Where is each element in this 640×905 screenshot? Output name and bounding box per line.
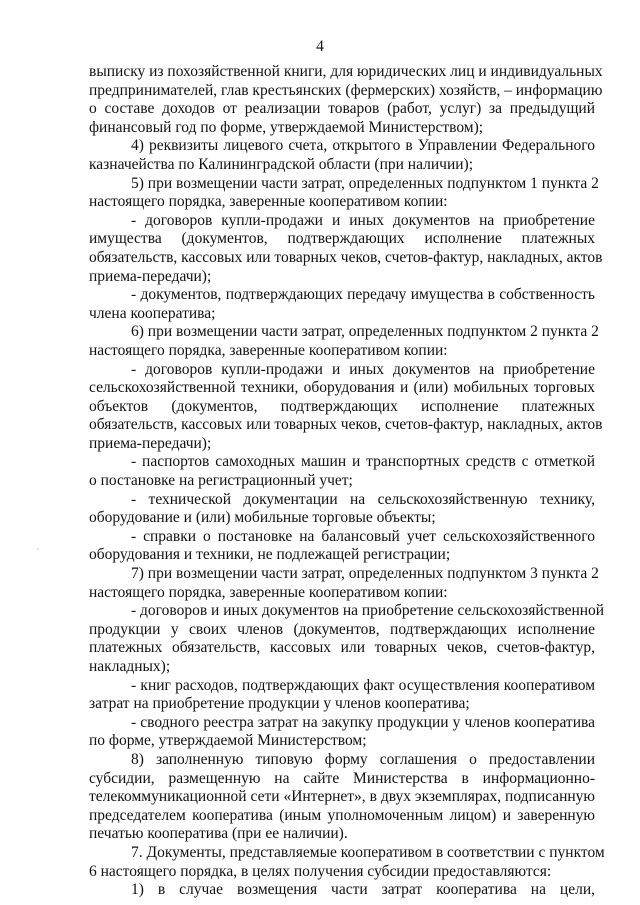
text-line: - сводного реестра затрат на закупку продукции у членов кооператива xyxy=(131,713,595,731)
document-body xyxy=(89,63,605,900)
text-line: финансовый год по форме, утверждаемой Министерством); xyxy=(89,118,484,136)
text-line: продукции у своих членов (документов, подтверждающих исполнение xyxy=(89,620,595,638)
text-line: оборудования и техники, не подлежащей регистрации; xyxy=(89,546,451,564)
text-line: обязательств, кассовых или товарных чеков, счетов-фактур, накладных, актов xyxy=(89,416,603,434)
text-line: затрат на приобретение продукции у членов кооператива; xyxy=(89,695,470,713)
text-line: настоящего порядка, заверенные кооперативом копии: xyxy=(89,583,448,601)
text-line: - паспортов самоходных машин и транспортных средств с отметкой xyxy=(131,453,595,471)
text-line: предпринимателей, глав крестьянских (фермерских) хозяйств, – информацию xyxy=(89,81,603,99)
text-line: казначейства по Калининградской области (при наличии); xyxy=(89,155,474,173)
text-line: 4) реквизиты лицевого счета, открытого в Управлении Федерального xyxy=(131,137,595,155)
text-line: - договоров и иных документов на приобретение сельскохозяйственной xyxy=(131,602,605,620)
text-line: субсидии, размещенную на сайте Министерства в информационно- xyxy=(89,769,595,787)
text-line: 1) в случае возмещения части затрат кооператива на цели, xyxy=(131,881,595,899)
text-line: объектов (документов, подтверждающих исполнение платежных xyxy=(89,397,595,415)
text-line: выписку из похозяйственной книги, для юридических лиц и индивидуальных xyxy=(89,63,603,80)
page-number: 4 xyxy=(316,38,324,55)
text-line: приема-передачи); xyxy=(89,267,212,285)
text-line: оборудование и (или) мобильные торговые объекты; xyxy=(89,509,436,527)
text-line: имущества (документов, подтверждающих исполнение платежных xyxy=(89,230,595,248)
text-line: по форме, утверждаемой Министерством; xyxy=(89,732,367,750)
text-line: приема-передачи); xyxy=(89,434,212,452)
text-line: - справки о постановке на балансовый учет сельскохозяйственного xyxy=(131,527,595,545)
text-line: 6 настоящего порядка, в целях получения субсидии предоставляются: xyxy=(89,862,552,880)
text-line: о составе доходов от реализации товаров (работ, услуг) за предыдущий xyxy=(89,100,595,118)
text-line: телекоммуникационной сети «Интернет», в двух экземплярах, подписанную xyxy=(89,788,595,806)
text-line: - книг расходов, подтверждающих факт осуществления кооперативом xyxy=(131,676,595,694)
text-line: о постановке на регистрационный учет; xyxy=(89,472,353,490)
text-line: 5) при возмещении части затрат, определенных подпунктом 1 пункта 2 xyxy=(131,174,599,192)
text-line: - договоров купли-продажи и иных документов на приобретение xyxy=(131,360,595,378)
text-line: члена кооператива; xyxy=(89,304,216,322)
text-line: - технической документации на сельскохозяйственную технику, xyxy=(131,490,595,508)
text-line: 8) заполненную типовую форму соглашения о предоставлении xyxy=(131,750,595,768)
text-line: 7) при возмещении части затрат, определенных подпунктом 3 пункта 2 xyxy=(131,565,599,583)
text-line: платежных обязательств, кассовых или товарных чеков, счетов-фактур, xyxy=(89,639,595,657)
text-line: сельскохозяйственной техники, оборудования и (или) мобильных торговых xyxy=(89,379,595,397)
text-line: - документов, подтверждающих передачу имущества в собственность xyxy=(131,286,595,304)
text-line: настоящего порядка, заверенные кооперативом копии: xyxy=(89,193,448,211)
text-line: печатью кооператива (при ее наличии). xyxy=(89,825,348,843)
text-line: обязательств, кассовых или товарных чеков, счетов-фактур, накладных, актов xyxy=(89,248,603,266)
text-line: 6) при возмещении части затрат, определенных подпунктом 2 пункта 2 xyxy=(131,323,599,341)
text-line: настоящего порядка, заверенные кооперативом копии: xyxy=(89,341,448,359)
text-line: председателем кооператива (иным уполномоченным лицом) и заверенную xyxy=(89,806,595,824)
text-line: 7. Документы, представляемые кооперативом в соответствии с пунктом xyxy=(131,843,605,861)
text-line: - договоров купли-продажи и иных документов на приобретение xyxy=(131,211,595,229)
text-line: накладных); xyxy=(89,658,171,675)
scan-speck xyxy=(37,548,39,550)
